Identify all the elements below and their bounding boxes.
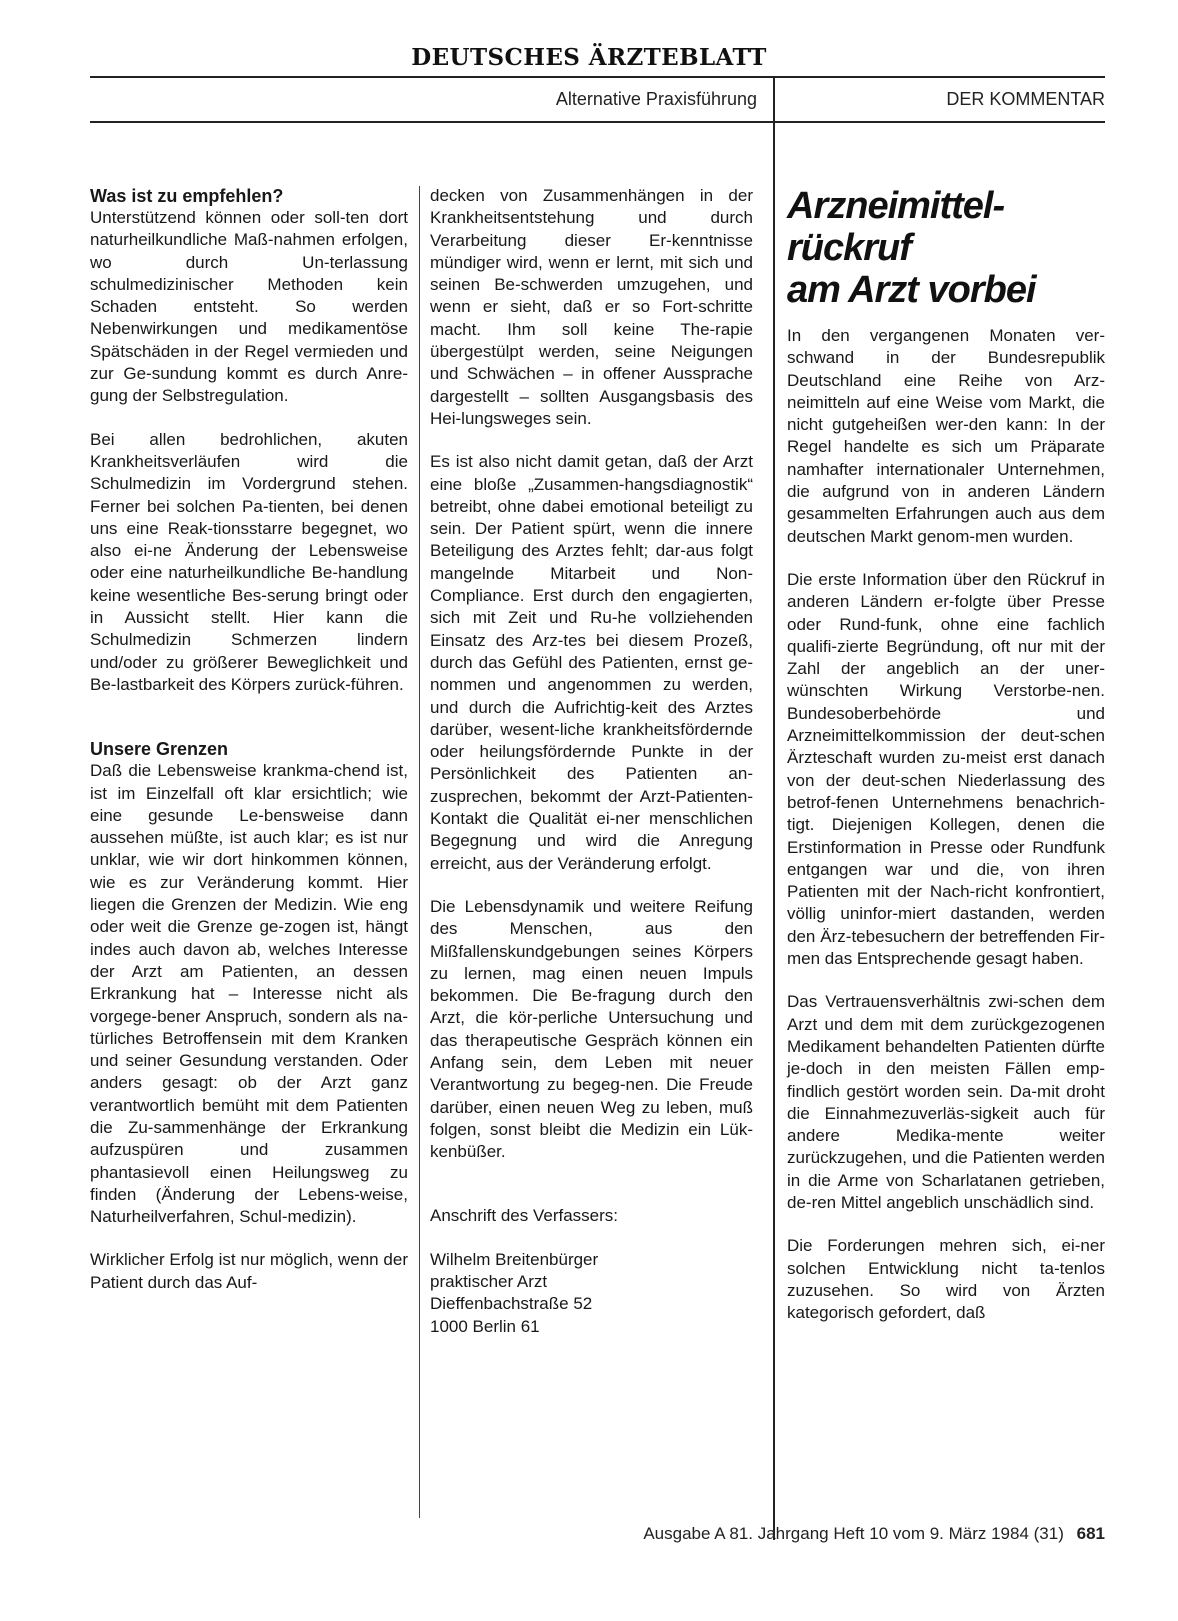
- masthead-title: DEUTSCHES ÄRZTEBLATT: [411, 44, 767, 71]
- paragraph: Unterstützend können oder soll-ten dort naturheilkundliche Maß-nahmen erfolgen, wo durch Un-terlassung schulmedizinischer Methoden kein Schaden entsteht. So werden Nebenwirkungen und medikamentöse Spätschäden in der Regel vermieden und zur Ge-sundung kommt es durch Anre-gung der Selbstregulation.: [90, 208, 408, 406]
- article-column-3: [787, 185, 1105, 1324]
- paragraph: Die Forderungen mehren sich, ei-ner solchen Entwicklung nicht ta-tenlos zuzusehen. So wird von Ärzten kategorisch gefordert, daß: [787, 1236, 1105, 1323]
- paragraph: Die Lebensdynamik und weitere Reifung des Menschen, aus den Mißfallenskundgebungen seines Körpers zu lernen, mag einen neuen Impuls bekommen. Die Be-fragung durch den Arzt, die kör-perliche Untersuchung und das therapeutische Gespräch können ein Anfang sein, dem Leben mit neuer Verantwortung zu begeg-nen. Die Freude darüber, einen neuen Weg zu leben, muß folgen, sonst bleibt die Medizin ein Lük-kenbüßer.: [430, 896, 753, 1162]
- paragraph: Wirklicher Erfolg ist nur möglich, wenn der Patient durch das Auf-: [90, 1250, 408, 1292]
- author-address-label: Anschrift des Verfassers:: [430, 1206, 619, 1226]
- column-divider-thick: [773, 76, 775, 1540]
- article-column-2: [430, 185, 753, 1338]
- section-label-right: DER KOMMENTAR: [946, 89, 1105, 109]
- column-divider-thin: [419, 186, 420, 1518]
- section-heading: Unsere Grenzen: [90, 739, 229, 760]
- headline-line: rückruf: [787, 227, 911, 269]
- paragraph: Die erste Information über den Rückruf in anderen Ländern er-folgte über Presse oder Rund-funk, ohne eine fachlich qualifi-zierte Begründung, oft nur mit der Zahl der angeblich an der uner-wünschten Wirkung Verstorbe-nen. Bundesoberbehörde und Arzneimittelkommission der deut-schen Ärzteschaft wurden zu-meist erst danach von der deut-schen Niederlassung des betrof-fenen Unternehmens benachrich-tigt. Diejenigen Kollegen, denen die Erstinformation in Presse oder Rundfunk entgangen war und die, von ihren Patienten mit der Nach-richt konfrontiert, völlig uninfor-miert dastanden, werden den Ärz-tebesuchern der betreffenden Fir-men das Entsprechende gesagt haben.: [787, 569, 1105, 969]
- article-column-1: [90, 185, 408, 1294]
- comment-headline: [787, 185, 1105, 311]
- address-line: 1000 Berlin 61: [430, 1316, 540, 1336]
- paragraph: Es ist also nicht damit getan, daß der Arzt eine bloße „Zusammen-hangsdiagnostik“ betreibt, ohne dabei emotional beteiligt zu sein. Der Patient spürt, wenn die innere Beteiligung des Arztes fehlt; dar-aus folgt mangelnde Mitarbeit und Non-Compliance. Erst durch den engagierten, sich mit Zeit und Ru-he vollziehenden Einsatz des Arz-tes bei diesem Prozeß, durch das Gefühl des Patienten, ernst ge-nommen und angenommen zu werden, und durch die Aufrichtig-keit des Arztes darüber, wesent-liche krankheitsfördernde oder heilungsfördernde Punkte in der Persönlichkeit des Patienten an-zusprechen, bekommt der Arzt-Patienten-Kontakt die Qualität ei-ner menschlichen Begegnung und wird die Anregung erreicht, aus der Veränderung erfolgt.: [430, 452, 753, 873]
- author-address: [430, 1249, 753, 1338]
- address-line: Dieffenbachstraße 52: [430, 1294, 593, 1314]
- paragraph: Das Vertrauensverhältnis zwi-schen dem Arzt und dem mit dem zurückgezogenen Medikament behandelten Patienten dürfte je-doch in den meisten Fällen emp-findlich gestört worden sein. Da-mit droht die Einnahmezuverläs-sigkeit auch für andere Medika-mente weiter zurückzugehen, und die Patienten werden in die Arme von Scharlatanen getrieben, de-ren Mittel angeblich unschädlich sind.: [787, 992, 1105, 1212]
- paragraph: In den vergangenen Monaten ver-schwand in der Bundesrepublik Deutschland eine Reihe von Arz-neimitteln auf eine Weise vom Markt, die nicht gutgeheißen wer-den kann: In der Regel handelte es sich um Präparate namhafter internationaler Unternehmen, die aufgrund von in anderen Ländern gesammelten Erfahrungen auch aus dem deutschen Markt genom-men wurden.: [787, 326, 1105, 546]
- paragraph: Bei allen bedrohlichen, akuten Krankheitsverläufen wird die Schulmedizin im Vordergrund stehen. Ferner bei solchen Pa-tienten, bei denen uns eine Reak-tionsstarre begegnet, wo also ei-ne Änderung der Lebensweise oder eine naturheilkundliche Be-handlung keine wesentliche Bes-serung bringt oder in Aussicht stellt. Hier kann die Schulmedizin Schmerzen lindern und/oder zu größerer Beweglichkeit und Be-lastbarkeit des Körpers zurück-führen.: [90, 429, 408, 694]
- header-rule-bottom: [90, 121, 1105, 123]
- address-line: praktischer Arzt: [430, 1272, 548, 1292]
- header-rule-top: [90, 76, 1105, 78]
- page-footer: [540, 1524, 1105, 1544]
- address-line: Wilhelm Breitenbürger: [430, 1249, 599, 1269]
- page-number: 681: [1076, 1524, 1105, 1543]
- issue-info: Ausgabe A 81. Jahrgang Heft 10 vom 9. März 1984 (31): [643, 1524, 1064, 1543]
- headline-line: Arzneimittel-: [787, 185, 1005, 227]
- paragraph: Daß die Lebensweise krankma-chend ist, ist im Einzelfall oft klar ersichtlich; wie eine gesunde Le-bensweise dann aussehen müßte, ist auch klar; es ist nur unklar, wie wir dort hinkommen können, wie es zur Veränderung kommt. Hier liegen die Grenzen der Medizin. Wie eng oder weit die Grenze ge-zogen ist, hängt indes auch davon ab, welches Interesse der Arzt am Patienten, an dessen Erkrankung hat – Interesse nicht als vorgege-bener Anspruch, sondern als na-türliches Betroffensein mit dem Kranken und seiner Gesundung verstanden. Oder anders gesagt: ob der Arzt ganz verantwortlich bemüht mit dem Patienten die Zu-sammenhänge der Erkrankung aufzuspüren und zusammen phantasievoll einen Heilungsweg zu finden (Änderung der Lebens-weise, Naturheilverfahren, Schul-medizin).: [90, 761, 408, 1227]
- section-heading: Was ist zu empfehlen?: [90, 186, 284, 206]
- paragraph: decken von Zusammenhängen in der Krankheitsentstehung und durch Verarbeitung dieser Er-kenntnisse mündiger wird, wenn er lernt, mit sich und seinen Be-schwerden umzugehen, und wenn er sieht, daß er so Fort-schritte macht. Ihm soll keine The-rapie übergestülpt werden, seine Neigungen und Schwächen – in offener Aussprache dargestellt – sollten Ausgangsbasis des Hei-lungsweges sein.: [430, 186, 753, 428]
- headline-line: am Arzt vorbei: [787, 269, 1036, 311]
- section-label-left: Alternative Praxisführung: [555, 89, 757, 109]
